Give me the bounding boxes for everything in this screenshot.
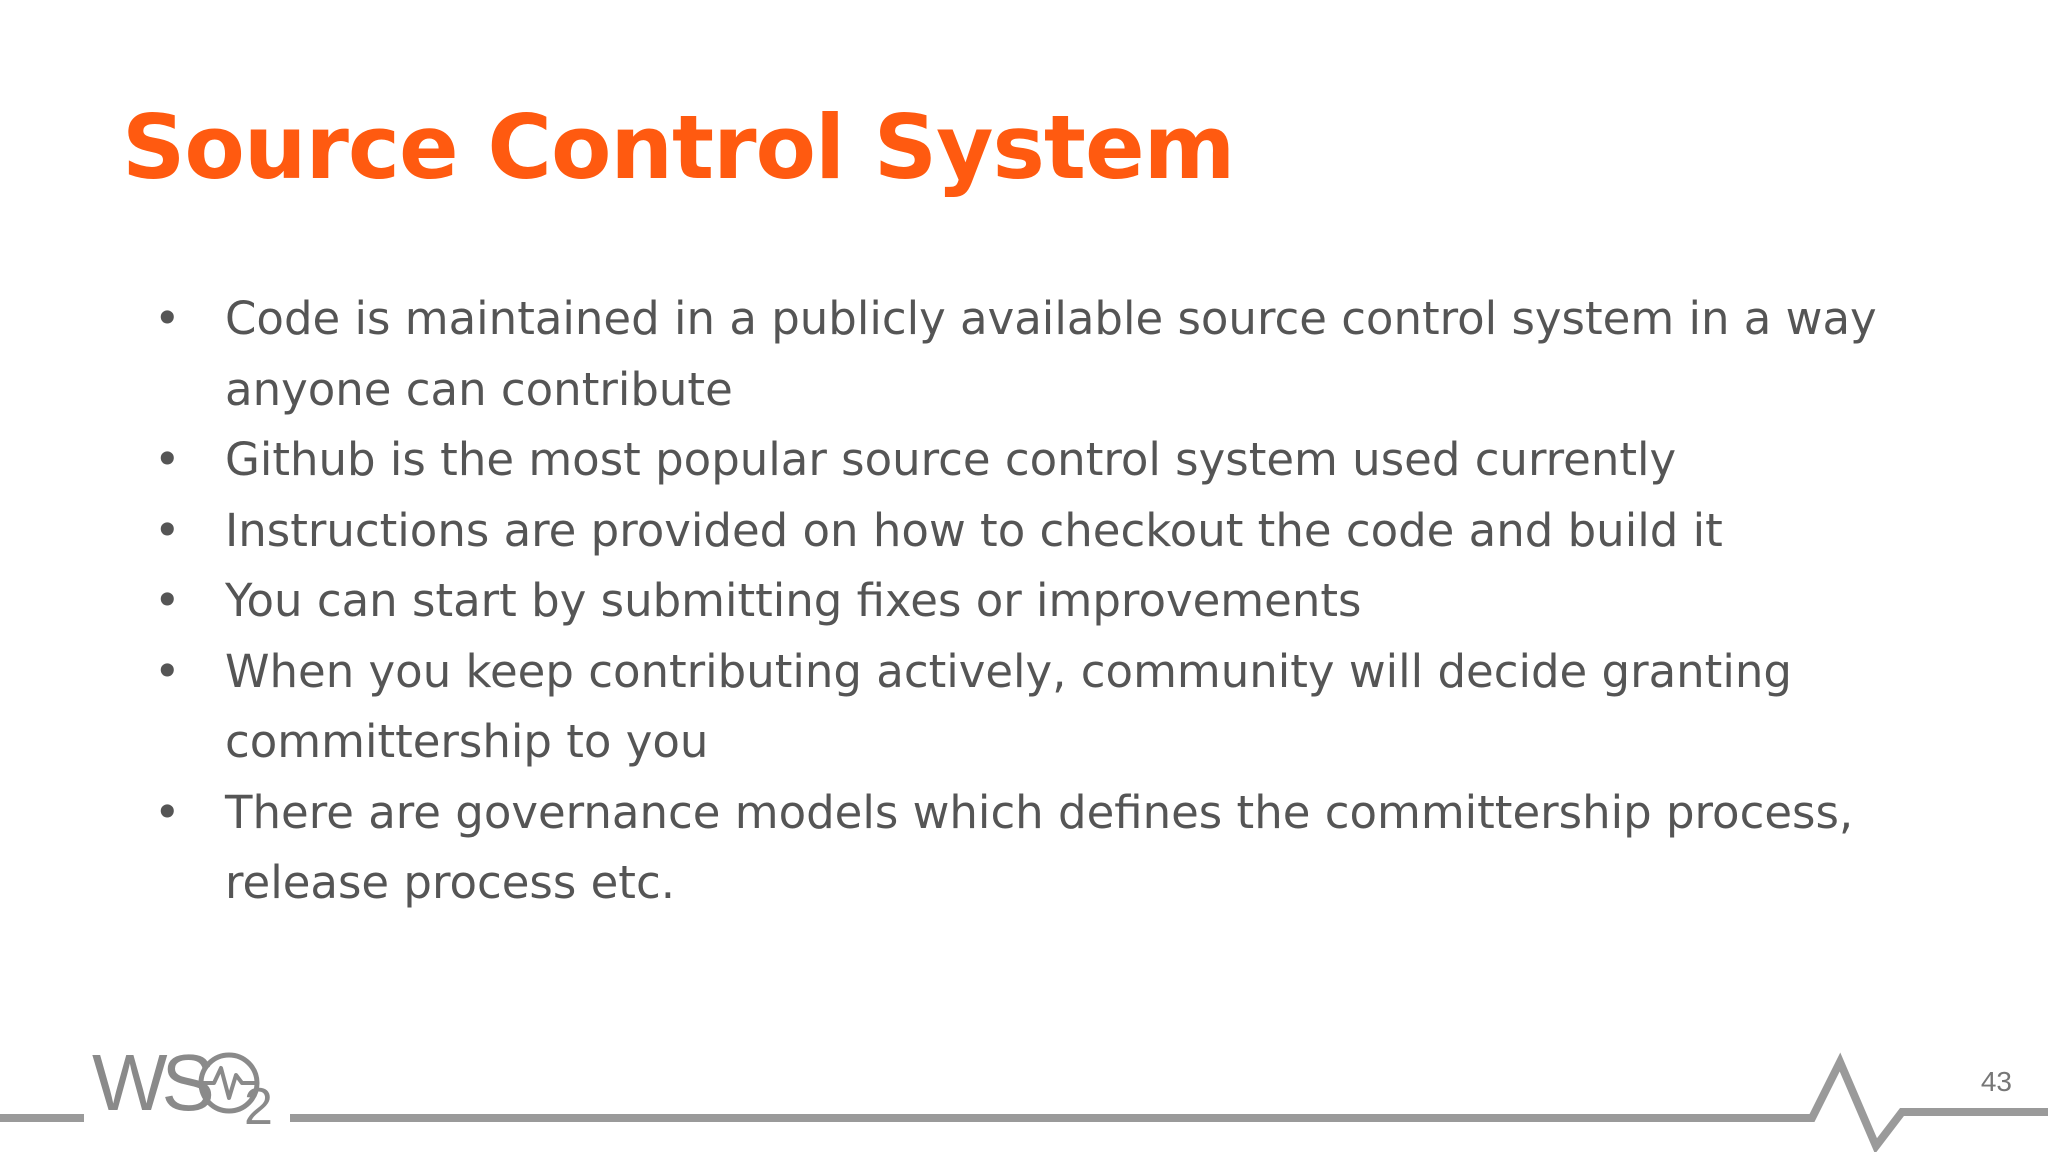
- bullet-text: You can start by submitting fixes or improvements: [225, 574, 1362, 627]
- logo-letters: WS: [92, 1038, 209, 1127]
- bullet-text: There are governance models which defines the committership process, release process etc.: [225, 785, 1854, 909]
- bullet-dot-icon: •: [154, 433, 181, 486]
- slide-title: Source Control System: [122, 96, 1235, 199]
- bullet-text: Code is maintained in a publicly available source control system in a way anyone can contribute: [225, 292, 1877, 416]
- bullet-text: Github is the most popular source control system used currently: [225, 433, 1677, 486]
- bullet-text: When you keep contributing actively, community will decide granting committership to you: [225, 644, 1792, 768]
- logo-subscript: 2: [244, 1078, 273, 1136]
- bullet-dot-icon: •: [154, 503, 181, 557]
- heartbeat-line-icon: [290, 1062, 2048, 1146]
- bullet-dot-icon: •: [154, 785, 181, 839]
- bullet-dot-icon: •: [154, 574, 181, 627]
- wso2-logo-icon: [92, 1038, 273, 1136]
- page-number: 43: [1980, 1066, 2012, 1097]
- bullet-text: Instructions are provided on how to checkout the code and build it: [225, 503, 1723, 557]
- bullet-dot-icon: •: [154, 292, 181, 345]
- bullet-dot-icon: •: [154, 644, 181, 698]
